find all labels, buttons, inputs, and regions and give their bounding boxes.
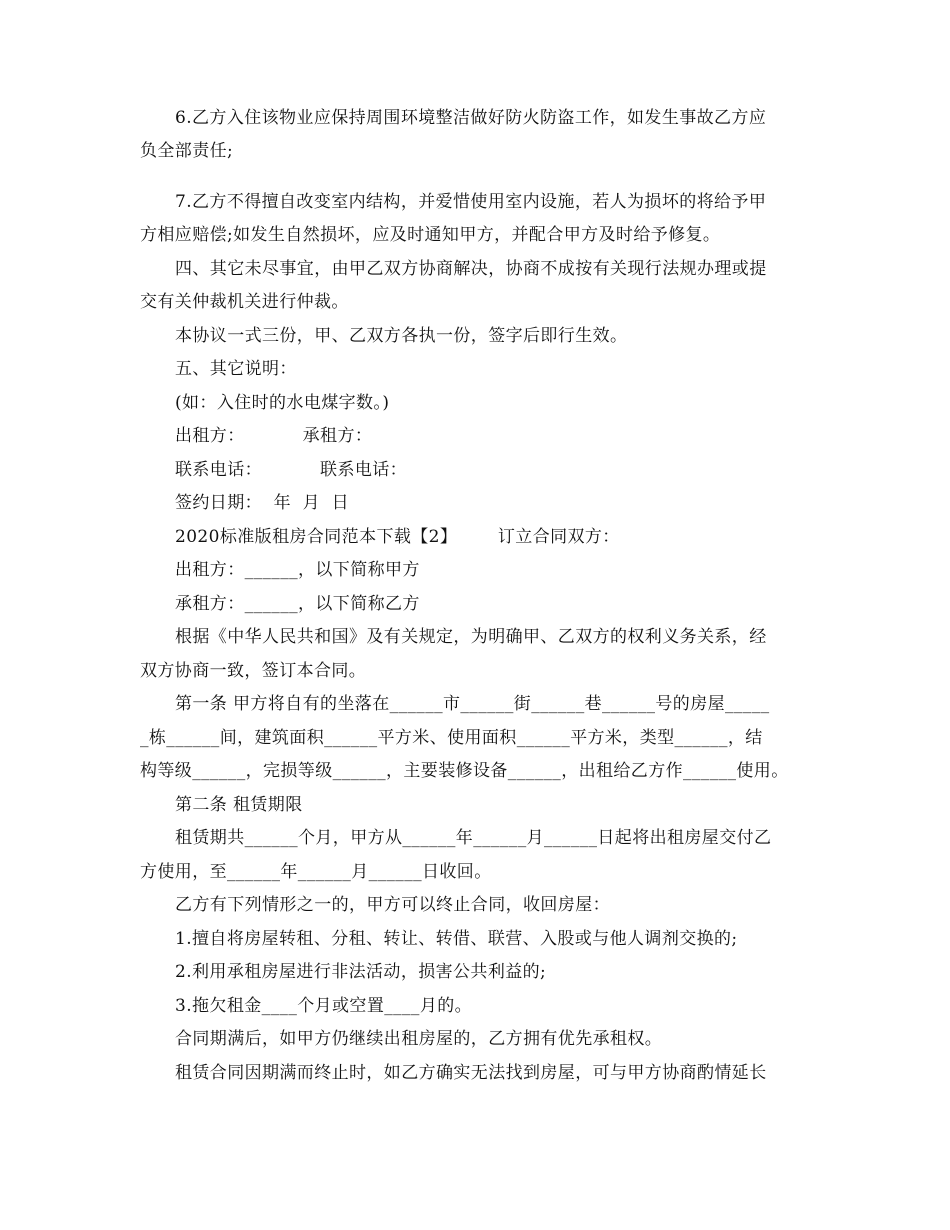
article-line: _栋______间，建筑面积______平方米、使用面积______平方米，类型______，结 bbox=[140, 728, 763, 748]
paragraph-line: 双方协商一致，签订本合同。 bbox=[140, 661, 367, 681]
list-item: 2.利用承租房屋进行非法活动，损害公共利益的; bbox=[175, 962, 547, 982]
paragraph-line: 7.乙方不得擅自改变室内结构，并爱惜使用室内设施，若人为损坏的将给予甲 bbox=[175, 192, 767, 212]
signature-line: 签约日期： 年 月 日 bbox=[175, 493, 350, 513]
paragraph-line: 租赁合同因期满而终止时，如乙方确实无法找到房屋，可与甲方协商酌情延长 bbox=[175, 1063, 767, 1083]
signature-line: 联系电话： 联系电话： bbox=[175, 460, 408, 480]
article-line: 方使用，至______年______月______日收回。 bbox=[140, 862, 492, 882]
list-item: 3.拖欠租金____个月或空置____月的。 bbox=[175, 996, 473, 1016]
paragraph-line: 根据《中华人民共和国》及有关规定，为明确甲、乙双方的权利义务关系，经 bbox=[175, 627, 767, 647]
article-heading: 第二条 租赁期限 bbox=[175, 795, 303, 815]
party-line: 承租方：______，以下简称乙方 bbox=[175, 594, 420, 614]
party-line: 出租方：______，以下简称甲方 bbox=[175, 560, 420, 580]
paragraph-line: (如：入住时的水电煤字数。) bbox=[175, 393, 390, 413]
paragraph-line: 乙方有下列情形之一的，甲方可以终止合同，收回房屋： bbox=[175, 895, 610, 915]
paragraph-line: 负全部责任; bbox=[140, 141, 234, 161]
paragraph-line: 交有关仲裁机关进行仲裁。 bbox=[140, 292, 349, 312]
list-item: 1.擅自将房屋转租、分租、转让、转借、联营、入股或与他人调剂交换的; bbox=[175, 929, 738, 949]
signature-line: 出租方： 承租方： bbox=[175, 426, 373, 446]
section-heading: 五、其它说明： bbox=[175, 359, 297, 379]
paragraph-line: 6.乙方入住该物业应保持周围环境整洁做好防火防盗工作，如发生事故乙方应 bbox=[175, 108, 767, 128]
paragraph-line: 合同期满后，如甲方仍继续出租房屋的，乙方拥有优先承租权。 bbox=[175, 1029, 663, 1049]
paragraph-line: 方相应赔偿;如发生自然损坏，应及时通知甲方，并配合甲方及时给予修复。 bbox=[140, 225, 721, 245]
article-line: 第一条 甲方将自有的坐落在______市______街______巷______号的房屋_____ bbox=[175, 694, 770, 714]
contract-title-line: 2020标准版租房合同范本下载【2】 订立合同双方： bbox=[175, 527, 620, 547]
paragraph-line: 四、其它未尽事宜，由甲乙双方协商解决，协商不成按有关现行法规办理或提 bbox=[175, 259, 767, 279]
article-line: 租赁期共______个月，甲方从______年______月______日起将出租房屋交付乙 bbox=[175, 828, 772, 848]
article-line: 构等级______，完损等级______，主要装修设备______，出租给乙方作______使用。 bbox=[140, 761, 789, 781]
paragraph-line: 本协议一式三份，甲、乙双方各执一份，签字后即行生效。 bbox=[175, 326, 628, 346]
